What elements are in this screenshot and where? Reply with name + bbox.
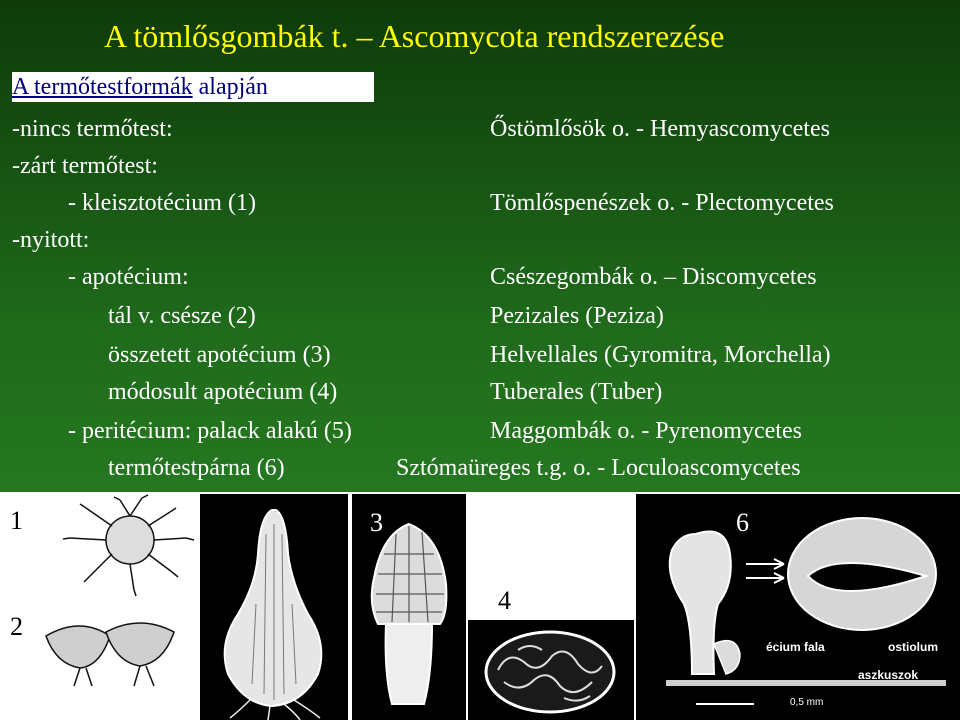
row-3-left: - kleisztotécium (1) xyxy=(68,190,256,216)
figure-label-1: 1 xyxy=(10,506,23,535)
label-ostiolum: ostiolum xyxy=(888,640,938,654)
figure-label-5: 5 xyxy=(302,516,315,545)
row-1-left: -nincs termőtest: xyxy=(12,116,173,142)
row-8-left: módosult apotécium (4) xyxy=(108,379,338,405)
cleistothecium-illustration xyxy=(60,494,200,598)
row-9-left: - peritécium: palack alakú (5) xyxy=(68,418,352,444)
row-10-right: Sztómaüreges t.g. o. - Loculoascomycetes xyxy=(396,455,801,481)
row-9-right: Maggombák o. - Pyrenomycetes xyxy=(490,418,802,444)
row-10-left: termőtestpárna (6) xyxy=(108,455,285,481)
label-scale: 0,5 mm xyxy=(790,697,824,708)
row-3-right: Tömlőspenészek o. - Plectomycetes xyxy=(490,190,834,216)
tuber-panel xyxy=(468,620,634,720)
row-6-left: tál v. csésze (2) xyxy=(108,303,256,329)
row-6-right: Pezizales (Peziza) xyxy=(490,303,664,329)
perithecium-illustration xyxy=(200,494,348,720)
figure-label-4: 4 xyxy=(498,586,511,615)
figure-label-6: 6 xyxy=(736,508,749,537)
subtitle-part1: A termőtestformák xyxy=(12,74,193,100)
stroma-panel xyxy=(636,494,960,720)
row-8-right: Tuberales (Tuber) xyxy=(490,379,663,405)
figure-label-2: 2 xyxy=(10,612,23,641)
figure-label-3: 3 xyxy=(370,508,383,537)
stroma-illustration xyxy=(636,494,960,720)
subtitle-box xyxy=(12,72,374,102)
subtitle-part2: alapján xyxy=(192,74,268,100)
perithecium-panel xyxy=(200,494,348,720)
row-4-left: -nyitott: xyxy=(12,227,90,253)
apothecium-cup-illustration xyxy=(40,606,180,692)
slide-title: A tömlősgombák t. – Ascomycota rendszerezése xyxy=(104,18,725,54)
label-ecium-fala: écium fala xyxy=(766,640,825,654)
row-2-left: -zárt termőtest: xyxy=(12,153,158,179)
tuber-illustration xyxy=(468,620,634,720)
row-7-right: Helvellales (Gyromitra, Morchella) xyxy=(490,342,831,368)
label-aszkuszok: aszkuszok xyxy=(858,668,919,682)
row-5-left: - apotécium: xyxy=(68,264,189,290)
row-5-right: Csészegombák o. – Discomycetes xyxy=(490,264,817,290)
row-7-left: összetett apotécium (3) xyxy=(108,342,331,368)
row-1-right: Őstömlősök o. - Hemyascomycetes xyxy=(490,116,830,142)
